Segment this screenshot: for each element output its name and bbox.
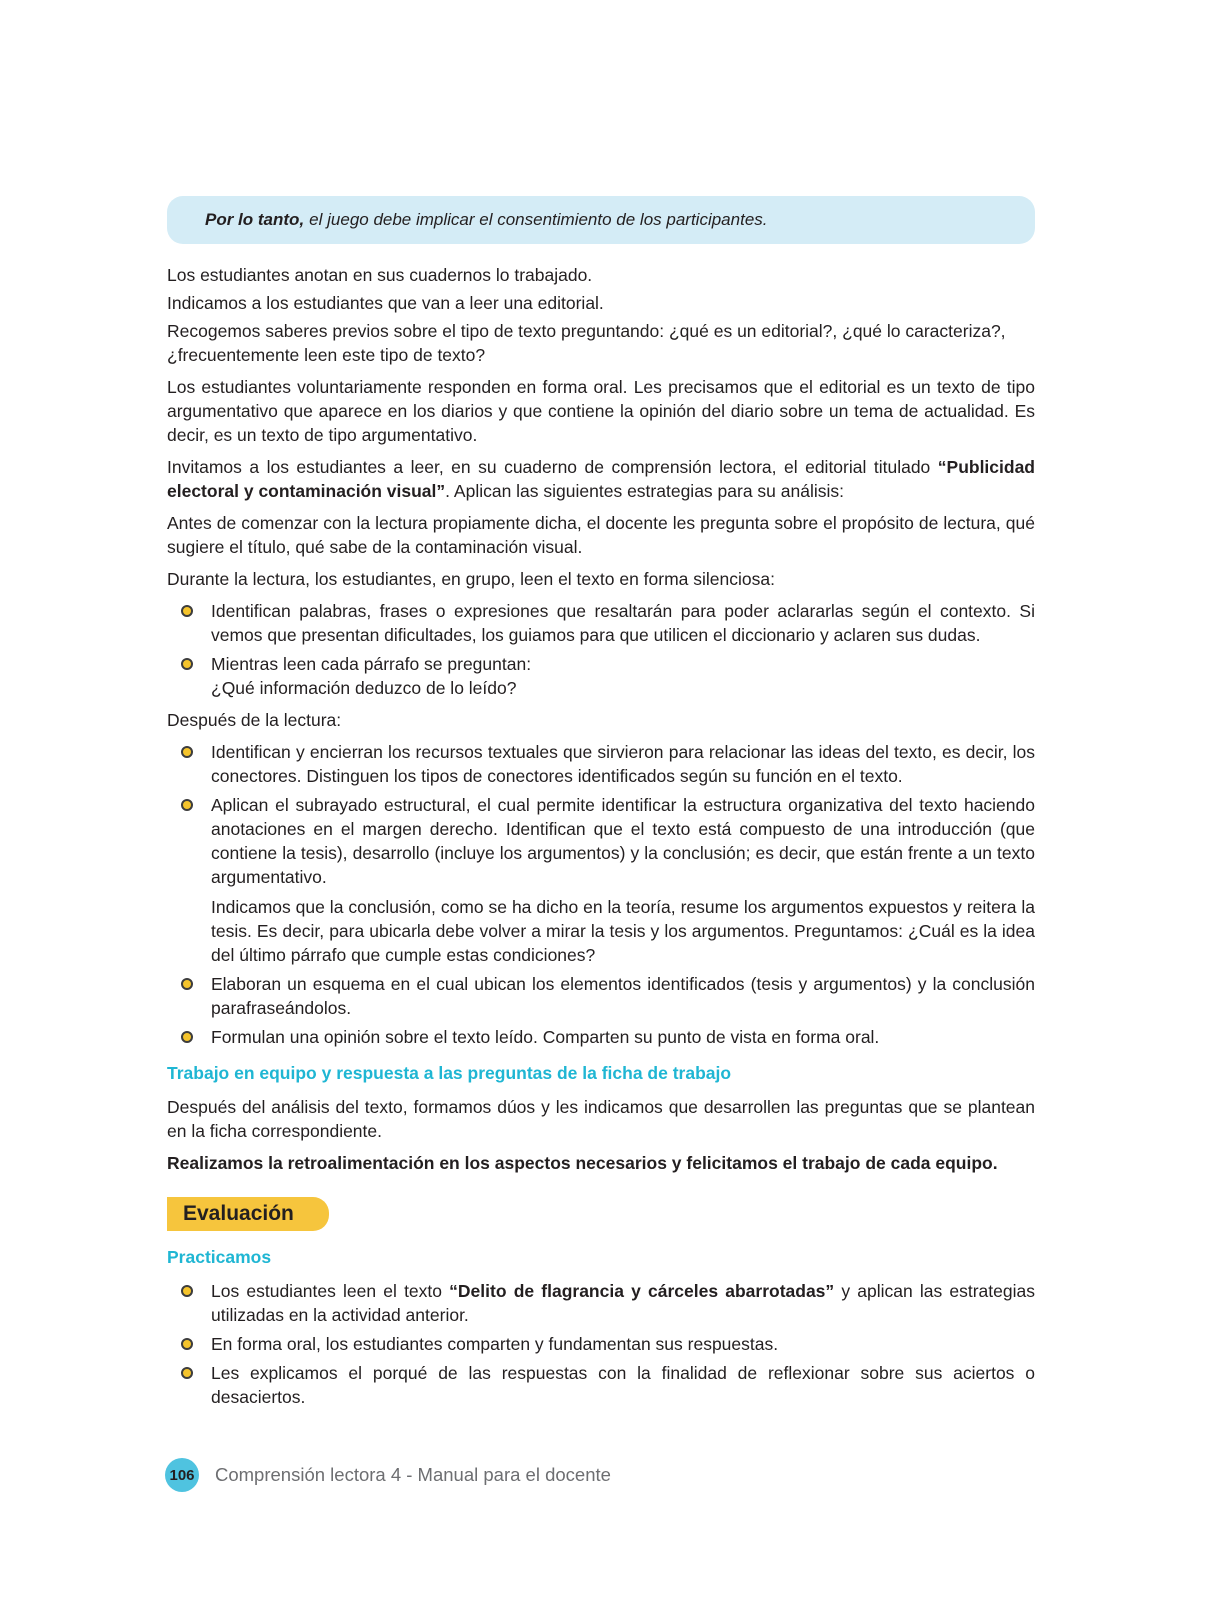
callout-bold: Por lo tanto, bbox=[205, 210, 305, 229]
list-item-text: Identifican y encierran los recursos textuales que sirvieron para relacionar las ideas del texto, es decir, los conectores. Distinguen los tipos de conectores identificados según su función en el texto. bbox=[211, 742, 1035, 786]
bullet-icon bbox=[181, 1338, 193, 1350]
paragraph: Antes de comenzar con la lectura propiamente dicha, el docente les pregunta sobre el propósito de lectura, qué sugiere el título, qué sabe de la contaminación visual. bbox=[167, 513, 1035, 557]
list-item bbox=[167, 599, 1035, 647]
paragraph: Recogemos saberes previos sobre el tipo de texto preguntando: ¿qué es un editorial?, ¿qué lo caracteriza?, ¿frecuentemente leen este tipo de texto? bbox=[167, 321, 1006, 365]
bullet-icon bbox=[181, 1367, 193, 1379]
bullet-icon bbox=[181, 746, 193, 758]
teamwork-heading: Trabajo en equipo y respuesta a las preguntas de la ficha de trabajo bbox=[167, 1063, 732, 1083]
page-number-badge bbox=[165, 1458, 199, 1492]
page-number: 106 bbox=[169, 1466, 195, 1484]
paragraph-text: Invitamos a los estudiantes a leer, en su cuaderno de comprensión lectora, el editorial titulado bbox=[167, 457, 938, 477]
during-reading-list bbox=[167, 599, 1035, 700]
paragraph: Durante la lectura, los estudiantes, en grupo, leen el texto en forma silenciosa: bbox=[167, 569, 775, 589]
text-title: “Delito de flagrancia y cárceles abarrotadas” bbox=[449, 1281, 835, 1301]
list-item-text: Los estudiantes leen el texto bbox=[211, 1281, 450, 1301]
list-item bbox=[167, 1332, 1035, 1356]
list-item bbox=[167, 1025, 1035, 1049]
list-item-text: Identifican palabras, frases o expresiones que resaltarán para poder aclararlas según el contexto. Si vemos que presentan dificultades, los guiamos para que utilicen el diccionario y aclaren sus dudas. bbox=[211, 601, 1035, 645]
footer-title: Comprensión lectora 4 - Manual para el docente bbox=[215, 1464, 611, 1485]
bullet-icon bbox=[181, 605, 193, 617]
list-item-text: Aplican el subrayado estructural, el cual permite identificar la estructura organizativa del texto haciendo anotaciones en el margen derecho. Identifican que el texto está compuesto de una introducción (que contiene la tesis), desarrollo (incluye los argumentos) y la conclusión; es decir, que están frente a un texto argumentativo. bbox=[211, 795, 1035, 887]
list-item bbox=[167, 740, 1035, 788]
list-item bbox=[167, 793, 1035, 967]
bullet-icon bbox=[181, 1285, 193, 1297]
practice-heading: Practicamos bbox=[167, 1247, 272, 1267]
list-item-text: En forma oral, los estudiantes comparten y fundamentan sus respuestas. bbox=[211, 1334, 779, 1354]
after-reading-list bbox=[167, 740, 1035, 1049]
page-content bbox=[167, 196, 1035, 1417]
list-item-text: Mientras leen cada párrafo se preguntan: bbox=[211, 654, 532, 674]
list-item-question: ¿Qué información deduzco de lo leído? bbox=[211, 678, 517, 698]
paragraph bbox=[167, 455, 1035, 503]
editorial-title: “Publicidad electoral y contaminación visual” bbox=[167, 457, 1035, 501]
feedback-paragraph: Realizamos la retroalimentación en los aspectos necesarios y felicitamos el trabajo de cada equipo. bbox=[167, 1153, 998, 1173]
callout-text: el juego debe implicar el consentimiento de los participantes. bbox=[309, 210, 768, 229]
list-item-text: Formulan una opinión sobre el texto leído. Comparten su punto de vista en forma oral. bbox=[211, 1027, 880, 1047]
bullet-icon bbox=[181, 658, 193, 670]
bullet-icon bbox=[181, 799, 193, 811]
paragraph: Los estudiantes anotan en sus cuadernos lo trabajado. bbox=[167, 265, 593, 285]
practice-list bbox=[167, 1279, 1035, 1409]
list-item-text: Elaboran un esquema en el cual ubican los elementos identificados (tesis y argumentos) y la conclusión parafraseándolos. bbox=[211, 974, 1035, 1018]
list-item-text: y aplican las estrategias utilizadas en la actividad anterior. bbox=[211, 1281, 1035, 1325]
teamwork-paragraph: Después del análisis del texto, formamos dúos y les indicamos que desarrollen las preguntas que se plantean en la ficha correspondiente. bbox=[167, 1097, 1035, 1141]
page-footer bbox=[165, 1458, 611, 1492]
callout-box bbox=[167, 196, 1035, 244]
after-reading-heading: Después de la lectura: bbox=[167, 710, 342, 730]
list-item-text: Les explicamos el porqué de las respuestas con la finalidad de reflexionar sobre sus aciertos o desaciertos. bbox=[211, 1363, 1035, 1407]
bullet-icon bbox=[181, 978, 193, 990]
list-item-subparagraph: Indicamos que la conclusión, como se ha dicho en la teoría, resume los argumentos expuestos y reitera la tesis. Es decir, para ubicarla debe volver a mirar la tesis y los argumentos. Preguntamos: ¿Cuál es la idea del último párrafo que cumple estas condiciones? bbox=[211, 897, 1035, 965]
evaluation-tab bbox=[167, 1197, 329, 1231]
list-item bbox=[167, 652, 1035, 700]
list-item bbox=[167, 1279, 1035, 1327]
paragraph: Indicamos a los estudiantes que van a leer una editorial. bbox=[167, 293, 604, 313]
list-item bbox=[167, 1361, 1035, 1409]
bullet-icon bbox=[181, 1031, 193, 1043]
paragraph: Los estudiantes voluntariamente responden en forma oral. Les precisamos que el editorial es un texto de tipo argumentativo que aparece en los diarios y que contiene la opinión del diario sobre un tema de actualidad. Es decir, es un texto de tipo argumentativo. bbox=[167, 377, 1035, 445]
list-item bbox=[167, 972, 1035, 1020]
paragraph-text: . Aplican las siguientes estrategias para su análisis: bbox=[445, 481, 844, 501]
evaluation-label: Evaluación bbox=[183, 1202, 294, 1225]
